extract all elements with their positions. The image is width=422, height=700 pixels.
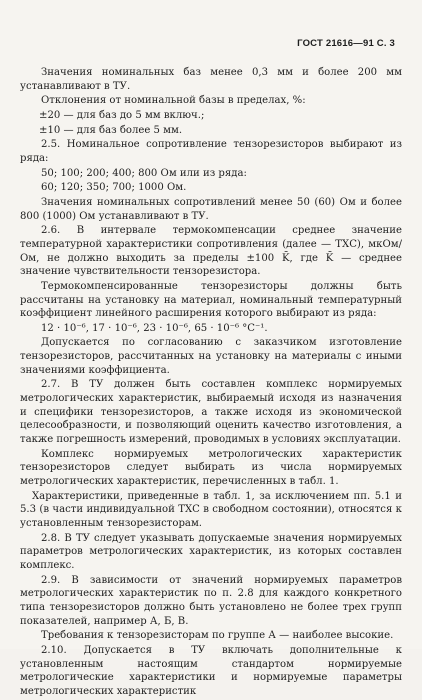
paragraph-series-1: 50; 100; 200; 400; 800 Ом или из ряда:	[41, 167, 247, 179]
paragraph-2-6: 2.6. В интервале термокомпенсации среднее значение температурной характеристики сопротивления (далее — ТХС), мкОм/Ом, не должно выходить за пределы ±100 K̄, где K̄ — среднее значение чувствительности тензорезистора.	[20, 225, 402, 278]
paragraph-resistance-tu: Значения номинальных сопротивлений менее 50 (60) Ом и более 800 (1000) Ом устанавливают в ТУ.	[20, 196, 402, 222]
paragraph-deviation-intro: Отклонения от номинальной базы в пределах, %:	[41, 95, 306, 107]
paragraph-group-a: Требования к тензорезисторам по группе А — наиболее высокие.	[41, 630, 394, 642]
paragraph-characteristics-table: Характеристики, приведенные в табл. 1, за исключением пп. 5.1 и 5.3 (в части индивидуальной ТХС в свободном состоянии), относятся к установленным тензорезисторам.	[20, 490, 402, 529]
paragraph-2-7: 2.7. В ТУ должен быть составлен комплекс нормируемых метрологических характеристик, выбираемый исходя из назначения и специфики тензорезисторов, а также исходя из экономической целесообразности, и позволяющий оценить качество изготовления, а также погрешность измерений, проводимых в условиях эксплуатации.	[20, 379, 402, 446]
paragraph-2-9: 2.9. В зависимости от значений нормируемых параметров метрологических характеристик по п. 2.8 для каждого конкретного типа тензорезисторов должно быть установлено не более трех групп показателей, например А, Б, В.	[20, 574, 402, 627]
paragraph-base-values: Значения номинальных баз менее 0,3 мм и более 200 мм устанавливают в ТУ.	[20, 67, 402, 92]
paragraph-2-8: 2.8. В ТУ следует указывать допускаемые значения нормируемых параметров метрологических характеристик, из которых составлен комплекс.	[20, 532, 402, 571]
paragraph-complex-selection: Комплекс нормируемых метрологических характеристик тензорезисторов следует выбирать из числа нормируемых метрологических характеристик, перечисленных в табл. 1.	[20, 448, 402, 488]
paragraph-coefficients: 12 · 10⁻⁶, 17 · 10⁻⁶, 23 · 10⁻⁶, 65 · 10⁻⁶ °C⁻¹.	[41, 322, 268, 334]
document-body	[20, 66, 402, 700]
paragraph-other-materials: Допускается по согласованию с заказчиком изготовление тензорезисторов, рассчитанных на установку на материалы с иными значениями коэффициента.	[20, 337, 402, 376]
paragraph-2-5: 2.5. Номинальное сопротивление тензорезисторов выбирают из ряда:	[20, 139, 402, 164]
paragraph-deviation-20: ±20 — для баз до 5 мм включ.;	[39, 109, 205, 121]
paragraph-2-10: 2.10. Допускается в ТУ включать дополнительные к установленным настоящим стандартом нормируемые метрологические характеристики и нормируемые параметры метрологических характеристик	[20, 644, 402, 697]
paragraph-thermocompensated: Термокомпенсированные тензорезисторы должны быть рассчитаны на установку на материал, номинальный температурный коэффициент линейного расширения которого выбирают из ряда:	[20, 280, 402, 320]
page-header: ГОСТ 21616—91 С. 3	[297, 38, 395, 49]
paragraph-deviation-10: ±10 — для баз более 5 мм.	[39, 124, 183, 136]
paragraph-series-2: 60; 120; 350; 700; 1000 Ом.	[41, 182, 187, 194]
